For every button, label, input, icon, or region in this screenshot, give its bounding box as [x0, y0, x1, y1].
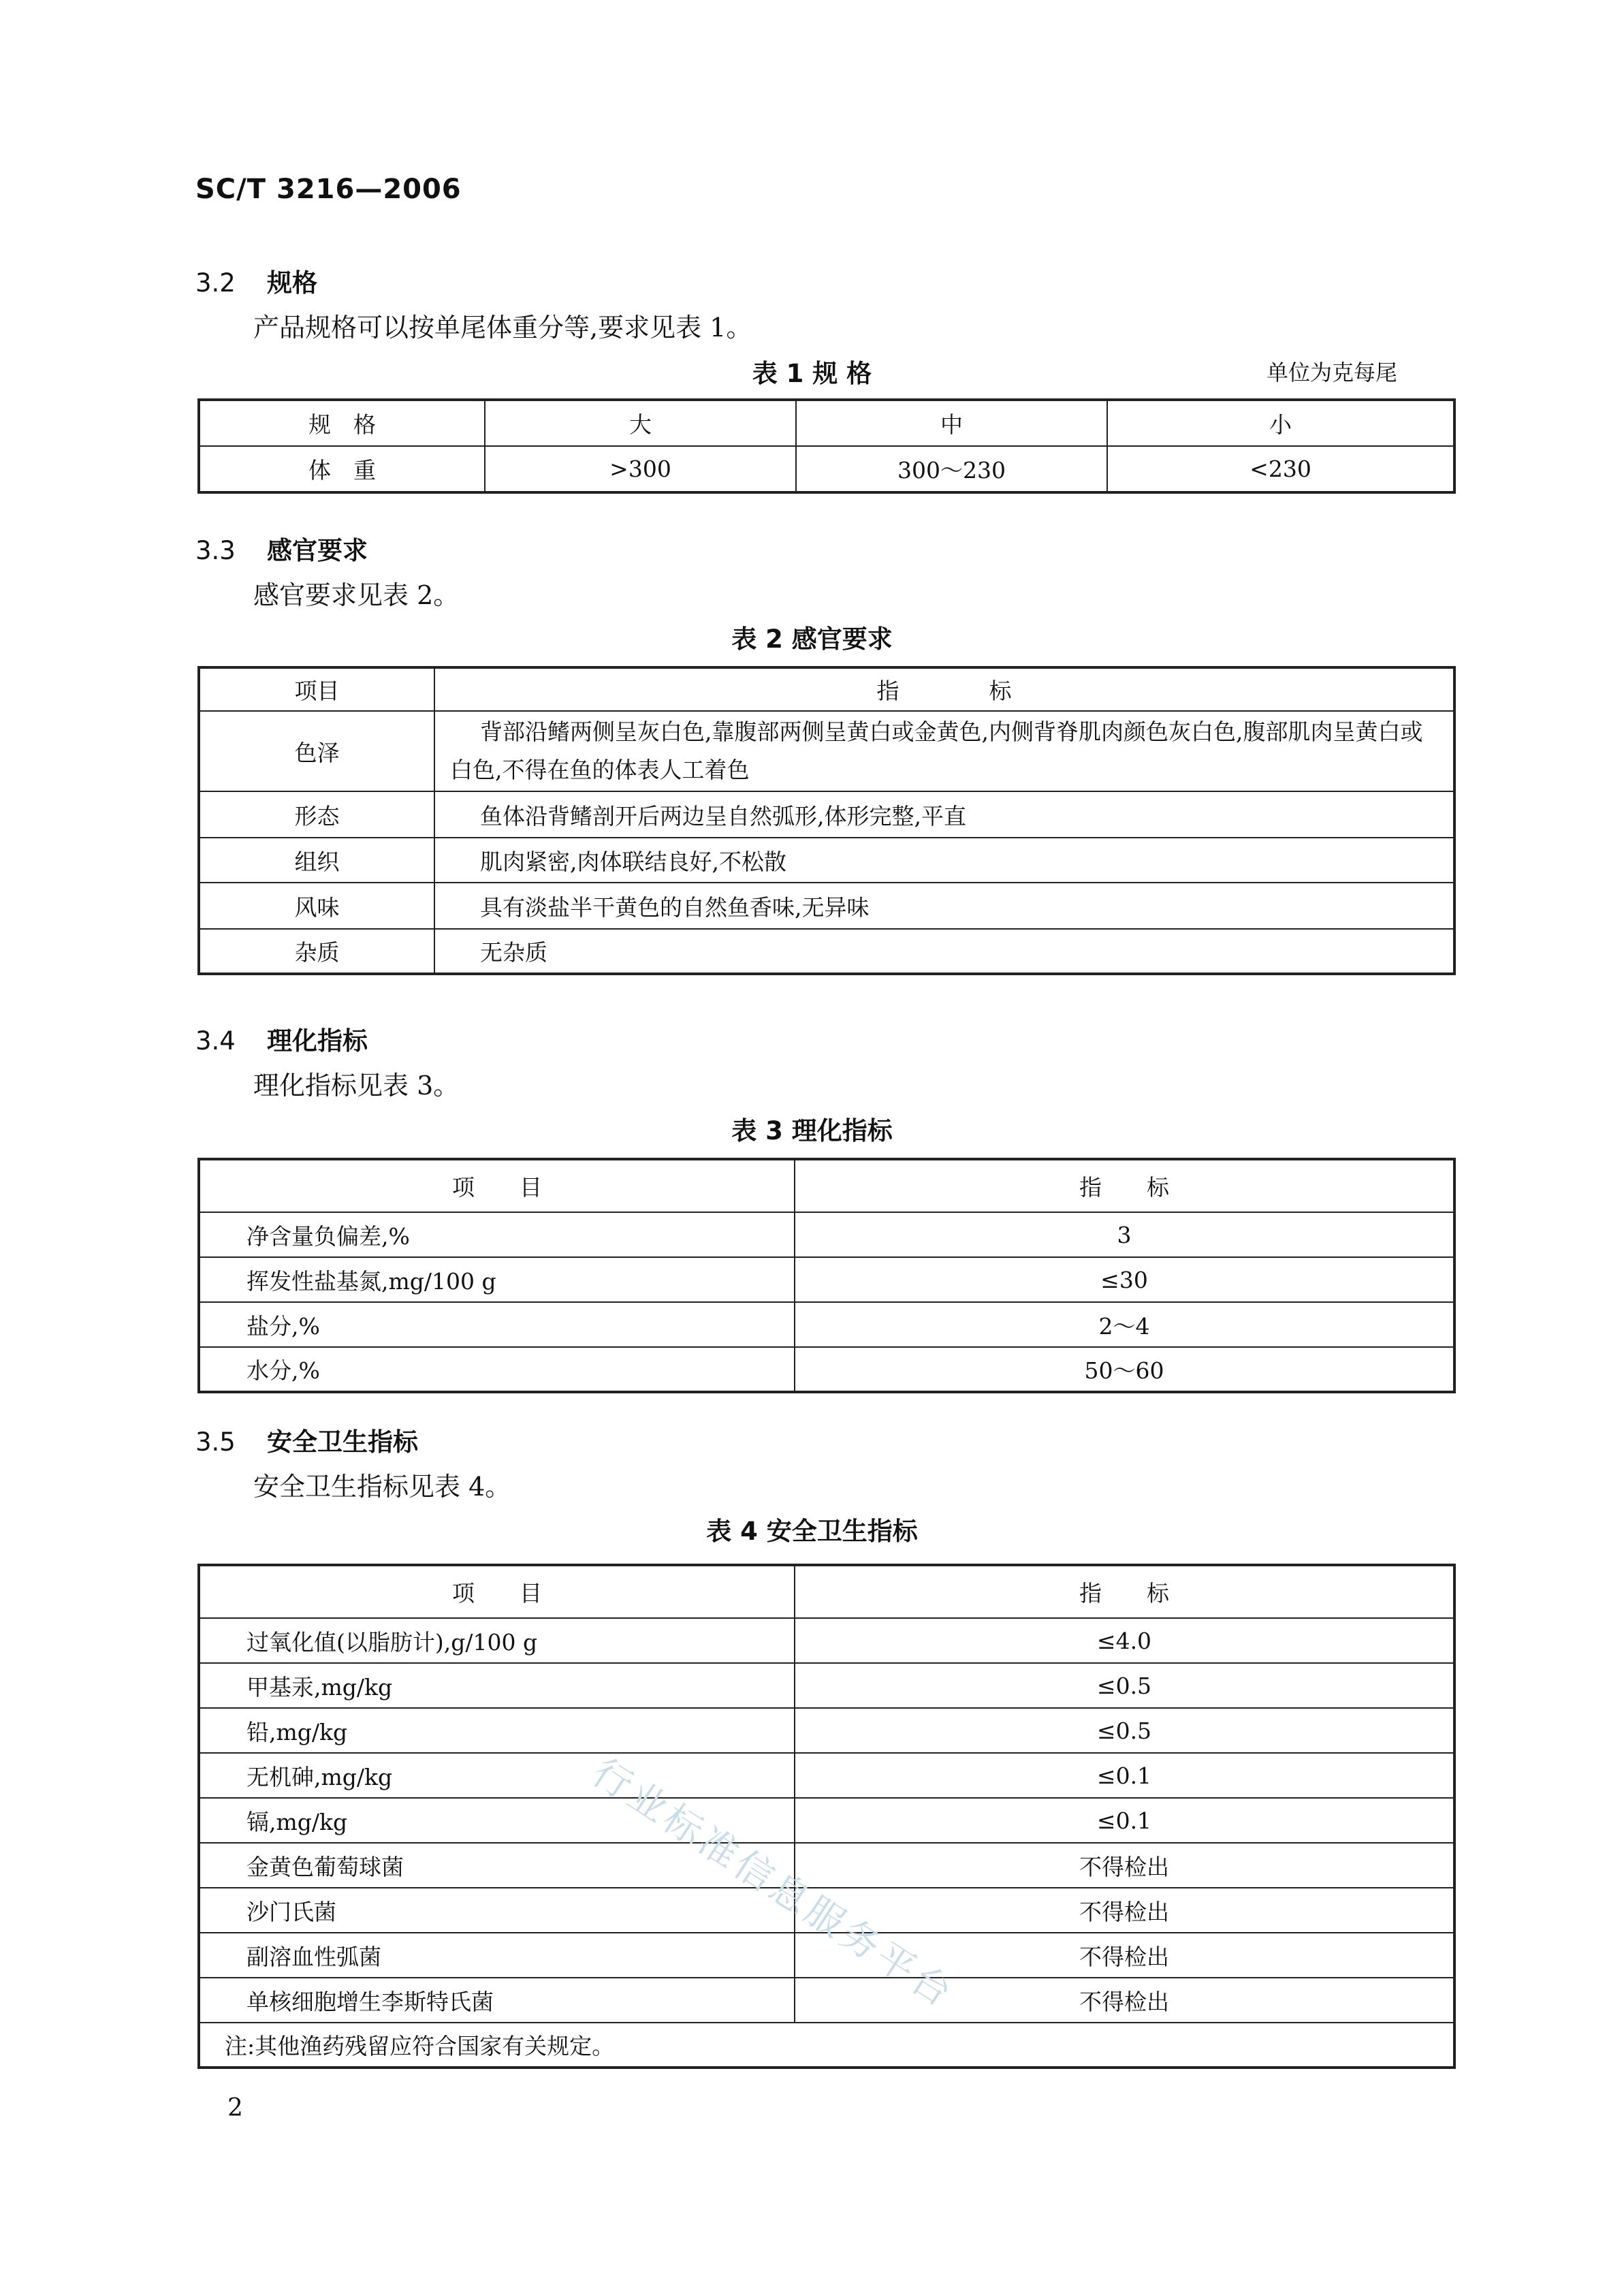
table-cell: 3: [795, 1212, 1454, 1257]
table-1-caption: 表 1 规 格: [752, 359, 872, 388]
table-header-cell: 指 标: [795, 1565, 1454, 1618]
section-number: 3.5: [195, 1427, 236, 1457]
table-cell: 镉,mg/kg: [199, 1798, 795, 1843]
table-note: 注:其他渔药残留应符合国家有关规定。: [199, 2023, 1454, 2068]
table-cell: ≤0.5: [795, 1708, 1454, 1753]
table-cell: 挥发性盐基氮,mg/100 g: [199, 1257, 795, 1302]
table-cell: 副溶血性弧菌: [199, 1933, 795, 1978]
table-cell: 背部沿鳍两侧呈灰白色,靠腹部两侧呈黄白或金黄色,内侧背脊肌肉颜色灰白色,腹部肌肉呈黄白或白色,不得在鱼的体表人工着色: [434, 711, 1454, 791]
page-number: 2: [227, 2094, 243, 2122]
table-4: [197, 1564, 1456, 2069]
table-cell: 盐分,%: [199, 1302, 795, 1347]
table-cell: 肌肉紧密,肉体联结良好,不松散: [434, 838, 1454, 883]
section-title: 安全卫生指标: [267, 1427, 418, 1457]
table-cell: 铅,mg/kg: [199, 1708, 795, 1753]
table-header-cell: 项 目: [199, 1565, 795, 1618]
section-title: 理化指标: [267, 1026, 368, 1056]
table-cell: 水分,%: [199, 1347, 795, 1392]
section-3-4-paragraph: 理化指标见表 3。: [253, 1071, 460, 1101]
table-cell: <230: [1107, 446, 1454, 492]
section-number: 3.3: [195, 536, 236, 565]
table-cell: 组织: [199, 838, 434, 883]
table-cell: 净含量负偏差,%: [199, 1212, 795, 1257]
section-3-5-paragraph: 安全卫生指标见表 4。: [253, 1472, 511, 1502]
section-3-4-heading: [195, 1020, 368, 1057]
table-cell: 不得检出: [795, 1978, 1454, 2023]
table-cell: ≤30: [795, 1257, 1454, 1302]
table-cell: 中: [796, 400, 1107, 446]
table-cell: 无杂质: [434, 929, 1454, 974]
table-header-cell: 项目: [199, 667, 434, 711]
table-cell: 无机砷,mg/kg: [199, 1753, 795, 1798]
table-cell: ≤4.0: [795, 1618, 1454, 1663]
section-3-2-paragraph: 产品规格可以按单尾体重分等,要求见表 1。: [253, 313, 752, 343]
table-cell: ≤0.1: [795, 1753, 1454, 1798]
table-cell: 具有淡盐半干黄色的自然鱼香味,无异味: [434, 883, 1454, 929]
section-title: 感官要求: [267, 536, 368, 565]
table-cell: >300: [485, 446, 796, 492]
table-cell: 体 重: [199, 446, 485, 492]
table-header-cell: 指 标: [795, 1159, 1454, 1212]
table-cell: ≤0.5: [795, 1663, 1454, 1708]
table-1-unit: 单位为克每尾: [1267, 360, 1398, 385]
table-cell: 鱼体沿背鳍剖开后两边呈自然弧形,体形完整,平直: [434, 791, 1454, 838]
table-cell: 不得检出: [795, 1843, 1454, 1888]
table-1: [197, 398, 1456, 494]
table-cell: 沙门氏菌: [199, 1888, 795, 1933]
table-cell: 不得检出: [795, 1933, 1454, 1978]
table-3-caption: 表 3 理化指标: [731, 1116, 893, 1145]
table-cell: 甲基汞,mg/kg: [199, 1663, 795, 1708]
table-2: [197, 666, 1456, 975]
section-number: 3.4: [195, 1026, 236, 1056]
table-3: [197, 1158, 1456, 1393]
table-cell: 规 格: [199, 400, 485, 446]
table-cell: 2～4: [795, 1302, 1454, 1347]
table-header-cell: 指 标: [434, 667, 1454, 711]
standard-code-header: SC/T 3216—2006: [195, 174, 462, 205]
table-cell: 金黄色葡萄球菌: [199, 1843, 795, 1888]
section-3-3-paragraph: 感官要求见表 2。: [253, 580, 460, 610]
section-number: 3.2: [195, 268, 236, 298]
table-cell: 大: [485, 400, 796, 446]
table-cell: ≤0.1: [795, 1798, 1454, 1843]
table-cell: 不得检出: [795, 1888, 1454, 1933]
table-2-caption: 表 2 感官要求: [731, 624, 893, 654]
table-cell: 小: [1107, 400, 1454, 446]
section-3-5-heading: [195, 1421, 418, 1458]
table-cell: 形态: [199, 791, 434, 838]
section-3-2-heading: [195, 262, 317, 299]
table-header-cell: 项 目: [199, 1159, 795, 1212]
table-cell: 300～230: [796, 446, 1107, 492]
table-cell: 风味: [199, 883, 434, 929]
table-4-caption: 表 4 安全卫生指标: [706, 1517, 918, 1546]
watermark: 行业标准信息服务平台: [584, 1750, 963, 2018]
table-cell: 色泽: [199, 711, 434, 791]
section-title: 规格: [267, 268, 317, 298]
table-cell: 50～60: [795, 1347, 1454, 1392]
table-cell: 杂质: [199, 929, 434, 974]
section-3-3-heading: [195, 530, 368, 567]
table-cell: 过氧化值(以脂肪计),g/100 g: [199, 1618, 795, 1663]
table-cell: 单核细胞增生李斯特氏菌: [199, 1978, 795, 2023]
